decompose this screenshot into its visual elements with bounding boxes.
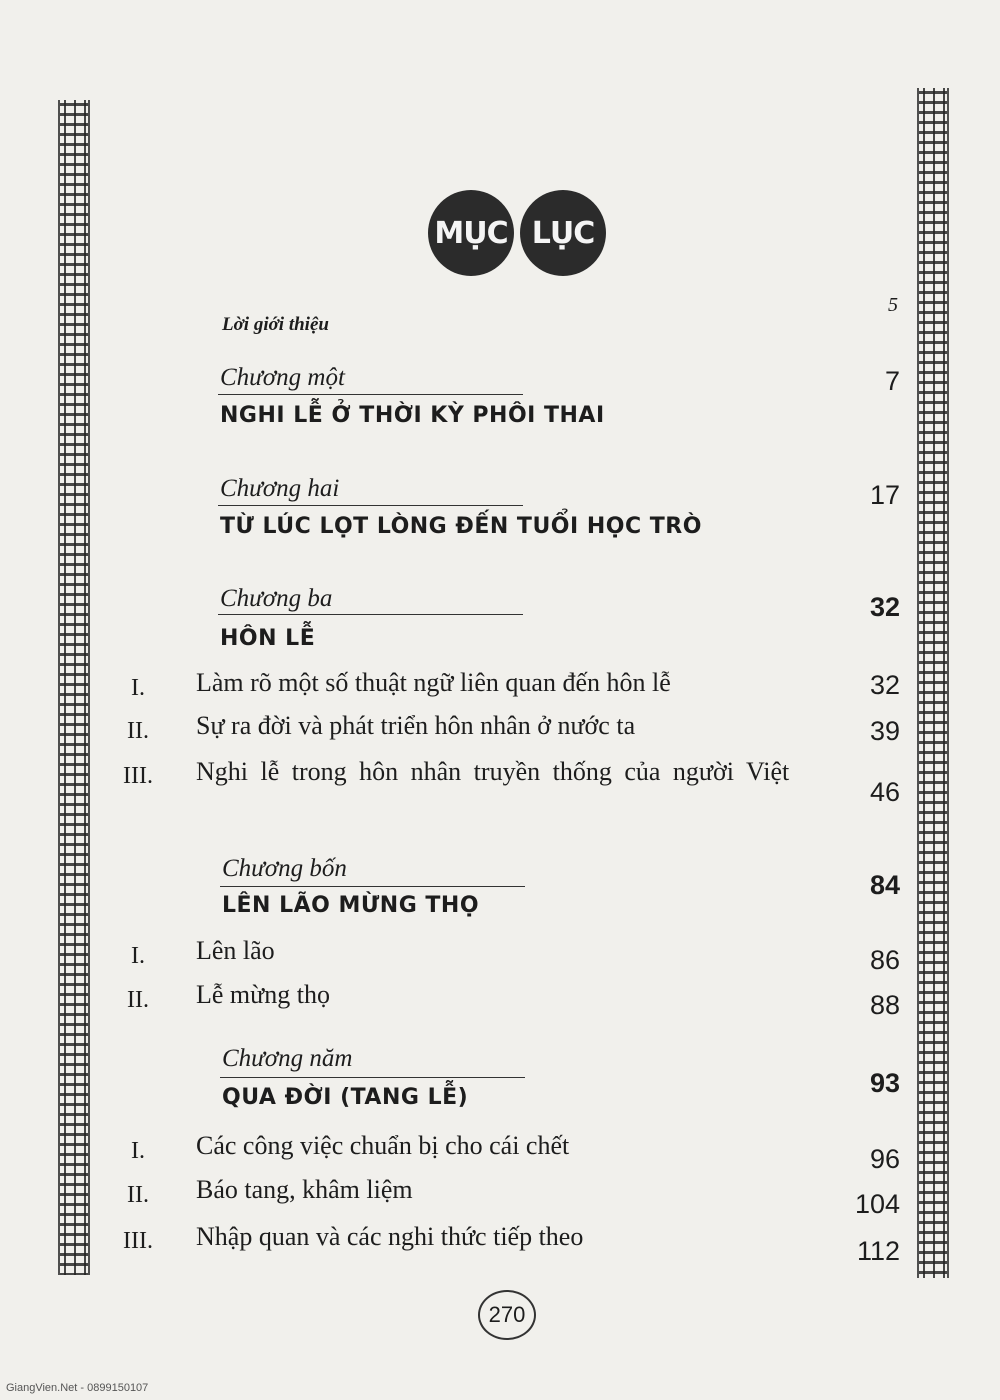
item-text: Nghi lễ trong hôn nhân truyền thống của người Việt [196, 757, 790, 786]
chapter-title: HÔN LỄ [220, 626, 316, 651]
item-page: 96 [869, 1144, 900, 1174]
page-number: 270 [478, 1290, 536, 1340]
title-circle-right: LỤC [520, 190, 606, 276]
chapter-title: TỪ LÚC LỌT LÒNG ĐẾN TUỔI HỌC TRÒ [220, 514, 702, 539]
item-number: II. [127, 987, 149, 1013]
item-number: III. [123, 763, 153, 789]
item-page: 86 [869, 945, 900, 975]
chapter-page: 93 [869, 1068, 900, 1098]
chapter-rule [218, 614, 523, 615]
toc-title [428, 190, 606, 276]
greek-key-border-left [58, 100, 90, 1275]
item-text: Sự ra đời và phát triển hôn nhân ở nước ta [196, 711, 636, 740]
item-number: I. [131, 675, 145, 701]
chapter-label: Chương năm [222, 1045, 353, 1072]
chapter-page: 84 [869, 870, 900, 900]
watermark: GiangVien.Net - 0899150107 [6, 1382, 149, 1394]
item-text: Làm rõ một số thuật ngữ liên quan đến hôn lễ [196, 668, 671, 697]
chapter-rule [218, 394, 523, 395]
item-page: 39 [869, 716, 900, 746]
greek-key-border-right [917, 88, 949, 1278]
item-text: Nhập quan và các nghi thức tiếp theo [196, 1222, 584, 1251]
chapter-label: Chương một [220, 364, 345, 391]
chapter-rule [220, 886, 525, 887]
item-page: 88 [869, 990, 900, 1020]
item-number: III. [123, 1228, 153, 1254]
intro-page: 5 [888, 294, 898, 316]
item-page: 32 [869, 670, 900, 700]
chapter-rule [218, 505, 523, 506]
chapter-page: 7 [884, 366, 900, 396]
chapter-label: Chương bốn [222, 855, 347, 882]
item-text: Lễ mừng thọ [196, 980, 330, 1009]
chapter-page: 32 [869, 592, 900, 622]
chapter-label: Chương ba [220, 585, 333, 612]
item-text: Lên lão [196, 936, 275, 965]
item-number: I. [131, 1138, 145, 1164]
chapter-title: NGHI LỄ Ở THỜI KỲ PHÔI THAI [220, 403, 605, 428]
intro-label: Lời giới thiệu [222, 314, 329, 335]
item-number: II. [127, 1182, 149, 1208]
item-page: 104 [854, 1189, 900, 1219]
chapter-rule [220, 1077, 525, 1078]
chapter-title: QUA ĐỜI (TANG LỄ) [222, 1085, 469, 1110]
chapter-title: LÊN LÃO MỪNG THỌ [222, 893, 480, 918]
item-text: Báo tang, khâm liệm [196, 1175, 413, 1204]
chapter-label: Chương hai [220, 475, 340, 502]
chapter-page: 17 [869, 480, 900, 510]
item-number: I. [131, 943, 145, 969]
item-page: 46 [869, 777, 900, 807]
title-circle-left: MỤC [428, 190, 514, 276]
item-page: 112 [856, 1236, 900, 1266]
item-text: Các công việc chuẩn bị cho cái chết [196, 1131, 570, 1160]
item-number: II. [127, 718, 149, 744]
